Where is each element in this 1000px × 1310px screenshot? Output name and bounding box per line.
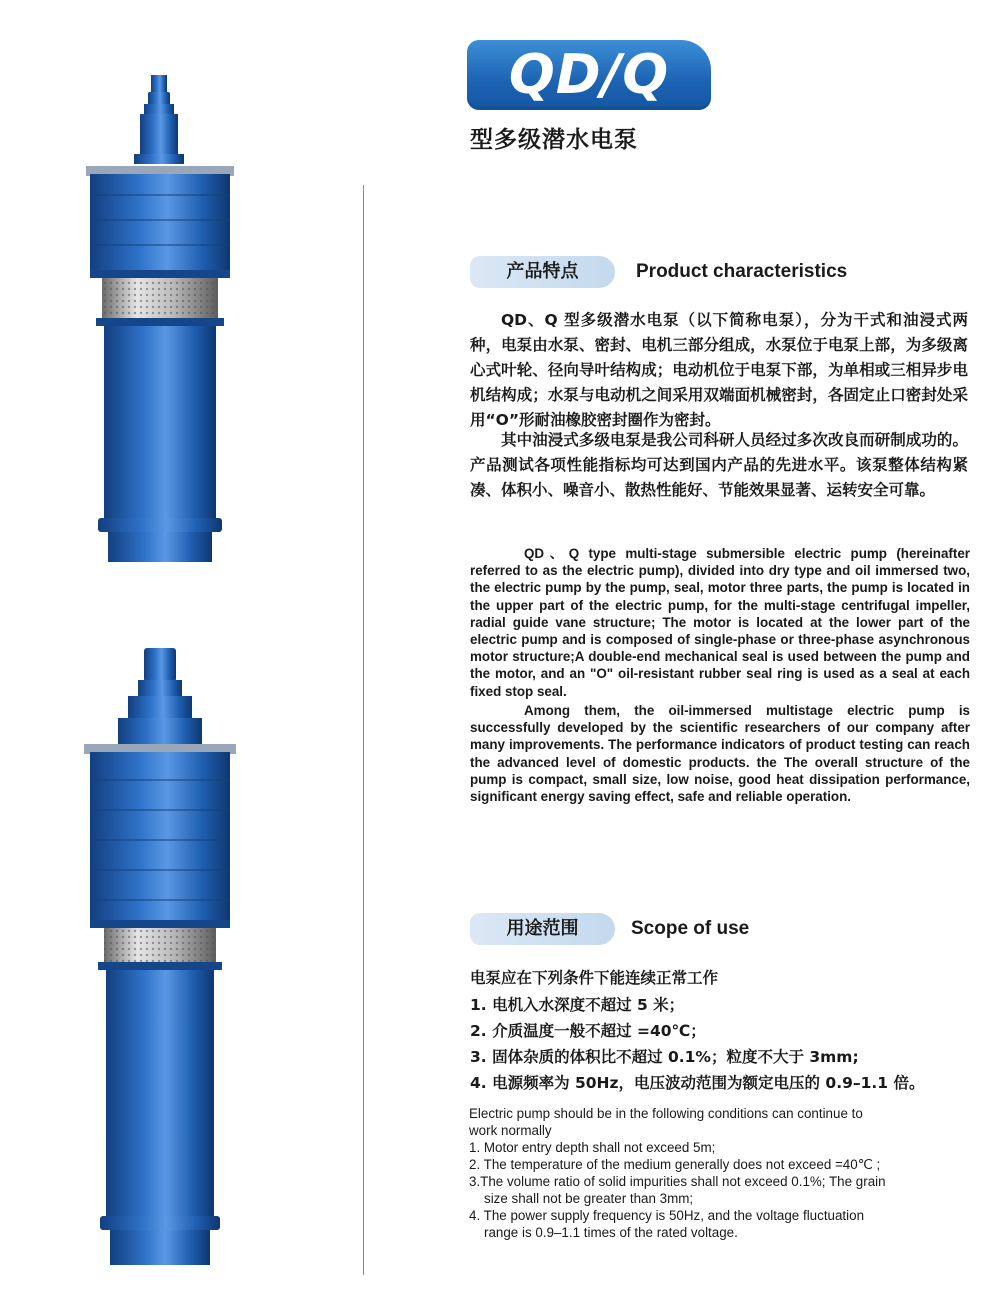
characteristics-en-paragraph-1: QD、Q type multi-stage submersible electric pump (hereinafter referred to as the electric pump), divided into dry type and oil immersed two, the electric pump by the pump, seal, motor three parts, the pump is located in the upper part of the electric pump, for the multi-stage centrifugal impeller, radial guide vane structure; The motor is located at the lower part of the electric pump and is composed of single-phase or three-phase asynchronous motor structure;A double-end mechanical seal is used between the pump and the motor, and an "O" oil-resistant rubber seal ring is used as a seal at each fixed stop seal. [470,546,970,699]
vertical-divider [363,185,364,1275]
characteristics-en-paragraph-2: Among them, the oil-immersed multistage electric pump is successfully developed by the scientific researchers of our company after many improvements. The performance indicators of product testing can reach the advanced level of domestic products. the The overall structure of the pump is compact, small size, low noise, good heat dissipation performance, significant energy saving effect, safe and reliable operation. [470,703,970,805]
scope-en-item: 4. The power supply frequency is 50Hz, and the voltage fluctuation [469,1208,865,1223]
model-title: QD/Q [508,43,670,106]
scope-en-item: 3.The volume ratio of solid impurities shall not exceed 0.1%; The grain [469,1174,886,1189]
characteristics-cn-paragraph-2: 其中油浸式多级电泵是我公司科研人员经过多次改良而研制成功的。产品测试各项性能指标均可达到国内产品的先进水平。该泵整体结构紧凑、体积小、噪音小、散热性能好、节能效果显著、运转安全可靠。 [470,431,968,499]
scope-cn-item: 2. 介质温度一般不超过 =40℃； [470,1022,706,1040]
scope-cn-intro: 电泵应在下列条件下能连续正常工作 [470,969,719,987]
characteristics-cn-paragraph-1: QD、Q 型多级潜水电泵（以下简称电泵），分为干式和油浸式两种，电泵由水泵、密封、电机三部分组成，水泵位于电泵上部，为多级离心式叶轮、径向导叶结构成；电动机位于电泵下部，为单相或三相异步电机结构成；水泵与电动机之间采用双端面机械密封，各固定止口密封处采用“O”形耐油橡胶密封圈作为密封。 [470,311,968,429]
pump-image-top [78,70,248,570]
scope-en-item: 2. The temperature of the medium generally does not exceed =40℃ ; [469,1157,881,1172]
section-title-characteristics: Product characteristics [636,261,848,282]
scope-en-item: range is 0.9–1.1 times of the rated voltage. [484,1225,738,1240]
scope-en-intro-line-1: Electric pump should be in the following conditions can continue to [469,1106,863,1121]
scope-en-item: 1. Motor entry depth shall not exceed 5m; [469,1140,716,1155]
scope-cn-item: 4. 电源频率为 50Hz，电压波动范围为额定电压的 0.9–1.1 倍。 [470,1074,925,1092]
section-tag-characteristics: 产品特点 [470,256,615,288]
section-tag-scope: 用途范围 [470,913,615,945]
page-subtitle: 型多级潜水电泵 [470,127,638,153]
scope-en-intro-line-2: work normally [469,1123,552,1138]
pump-image-bottom [78,640,248,1270]
scope-cn-item: 1. 电机入水深度不超过 5 米； [470,996,685,1014]
section-title-scope: Scope of use [631,918,750,939]
scope-en-item: size shall not be greater than 3mm; [484,1191,694,1206]
scope-cn-item: 3. 固体杂质的体积比不超过 0.1%；粒度不大于 3mm; [470,1048,859,1066]
